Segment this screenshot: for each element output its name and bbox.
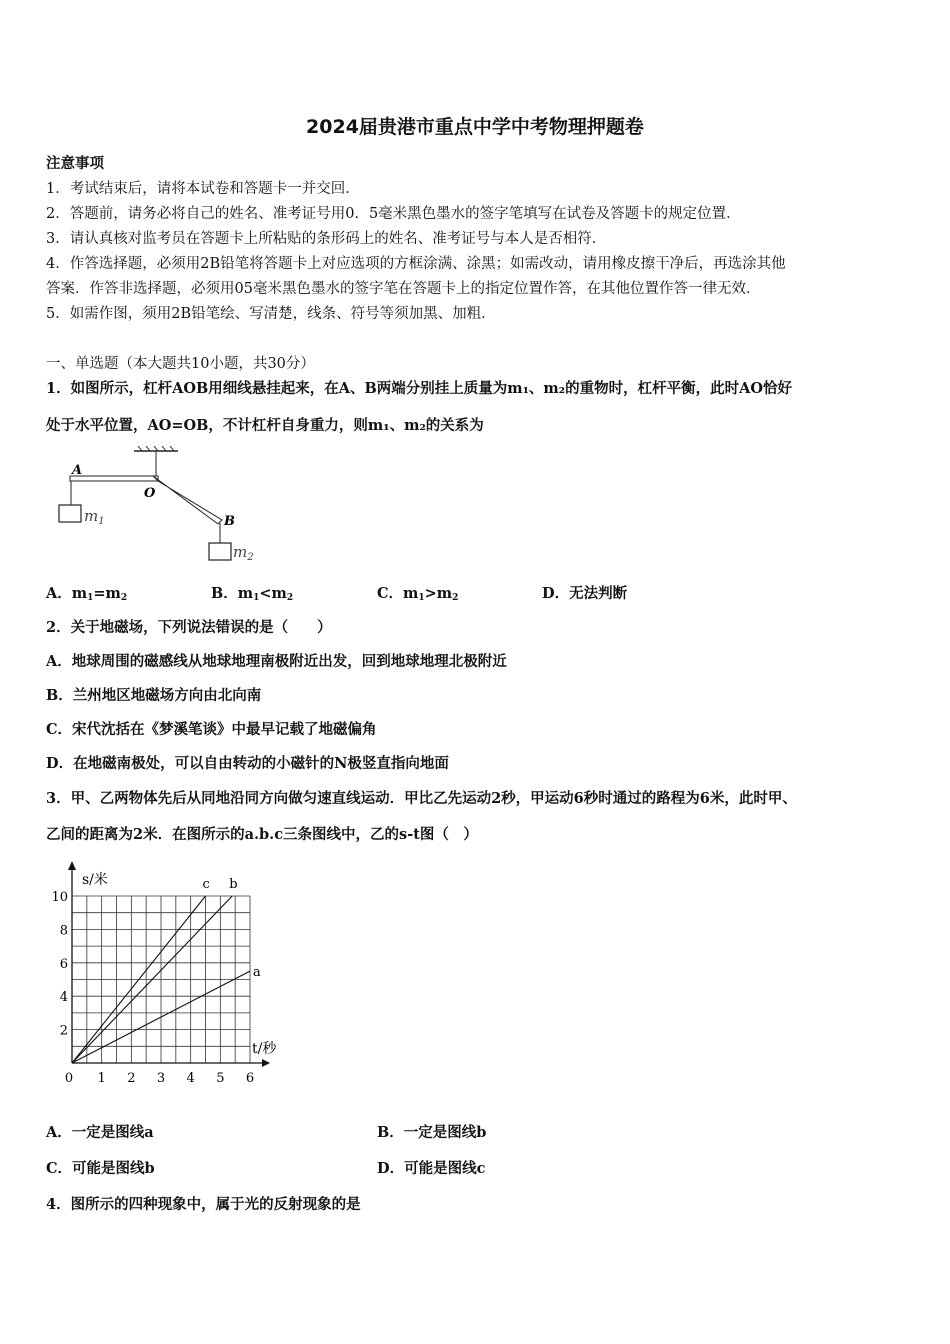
y-tick-label: 4 — [59, 990, 68, 1006]
label-m2: $m_2$ — [233, 543, 254, 563]
label-o: O — [144, 486, 156, 501]
q2-option-b: B．兰州地区地磁场方向由北向南 — [46, 687, 262, 704]
notice-item: 答案．作答非选择题，必须用05毫米黑色墨水的签字笔在答题卡上的指定位置作答，在其他位置作答一律无效． — [46, 281, 761, 297]
q3-stem-line1: 3．甲、乙两物体先后从同地沿同方向做匀速直线运动．甲比乙先运动2秒，甲运动6秒时通过的路程为6米，此时甲、 — [46, 790, 797, 807]
notice-item: 1．考试结束后，请将本试卷和答题卡一并交回． — [46, 181, 360, 197]
x-tick-label: 3 — [156, 1071, 166, 1086]
q4-stem: 4．图所示的四种现象中，属于光的反射现象的是 — [46, 1196, 361, 1213]
y-axis-label: s/米 — [82, 872, 108, 888]
q3-option-b: B．一定是图线b — [377, 1124, 487, 1141]
x-tick-label: 4 — [186, 1071, 195, 1086]
lever-diagram — [46, 445, 266, 570]
page-title: 2024届贵港市重点中学中考物理押题卷 — [306, 116, 644, 138]
q1-option-b: B．$m_1<m_2$ — [211, 585, 294, 603]
x-tick-label: 2 — [127, 1071, 136, 1086]
q3-option-d: D．可能是图线c — [377, 1160, 486, 1177]
q1-option-d: D．无法判断 — [542, 585, 628, 602]
notice-heading: 注意事项 — [46, 155, 104, 172]
y-tick-label: 2 — [59, 1023, 68, 1039]
q3-stem-line2: 乙间的距离为2米．在图所示的a.b.c三条图线中，乙的s-t图（ ） — [46, 826, 478, 843]
x-tick-label: 0 — [64, 1071, 74, 1086]
q2-option-a: A．地球周围的磁感线从地球地理南极附近出发，回到地球地理北极附近 — [46, 653, 507, 670]
q1-stem-line1: 1．如图所示，杠杆AOB用细线悬挂起来，在A、B两端分别挂上质量为m₁、m₂的重物时，杠杆平衡，此时AO恰好 — [46, 380, 792, 397]
x-tick-label: 1 — [97, 1071, 106, 1086]
notice-item: 4．作答选择题，必须用2B铅笔将答题卡上对应选项的方框涂满、涂黑；如需改动，请用橡皮擦干净后，再选涂其他 — [46, 256, 786, 272]
x-tick-label: 6 — [245, 1071, 255, 1086]
series-label-a: a — [253, 965, 261, 981]
q3-option-c: C．可能是图线b — [46, 1160, 155, 1177]
q1-option-c: C．$m_1>m_2$ — [377, 585, 459, 603]
notice-item: 5．如需作图，须用2B铅笔绘、写清楚，线条、符号等须加黑、加粗． — [46, 306, 496, 322]
y-tick-label: 6 — [59, 956, 68, 972]
x-tick-labels — [65, 1071, 254, 1086]
q2-stem: 2．关于地磁场，下列说法错误的是（ ） — [46, 619, 332, 636]
section-heading: 一、单选题（本大题共10小题，共30分） — [46, 356, 315, 372]
chart-grid — [72, 896, 250, 1063]
notice-item: 2．答题前，请务必将自己的姓名、准考证号用0．5毫米黑色墨水的签字笔填写在试卷及答题卡的规定位置． — [46, 206, 741, 222]
notice-item: 3．请认真核对监考员在答题卡上所粘贴的条形码上的姓名、准考证号与本人是否相符． — [46, 231, 607, 247]
y-tick-label: 8 — [59, 923, 68, 939]
label-a: A — [72, 463, 83, 478]
y-tick-labels — [51, 890, 68, 1039]
label-m1: $m_1$ — [84, 507, 105, 527]
q1-stem-line2: 处于水平位置，AO=OB，不计杠杆自身重力，则m₁、m₂的关系为 — [46, 417, 484, 434]
q2-option-c: C．宋代沈括在《梦溪笔谈》中最早记载了地磁偏角 — [46, 721, 377, 738]
series-label-b: b — [229, 877, 238, 892]
x-tick-label: 5 — [216, 1071, 225, 1086]
q3-option-a: A．一定是图线a — [46, 1124, 154, 1141]
series-label-c: c — [202, 877, 210, 892]
st-chart — [40, 858, 290, 1090]
x-axis-arrow — [262, 1059, 270, 1067]
x-axis-label: t/秒 — [252, 1041, 277, 1057]
q1-option-a: A．$m_1=m_2$ — [46, 585, 128, 603]
y-tick-label: 10 — [51, 890, 68, 905]
label-b: B — [224, 514, 235, 529]
q2-option-d: D．在地磁南极处，可以自由转动的小磁针的N极竖直指向地面 — [46, 755, 449, 772]
y-axis-arrow — [68, 861, 76, 870]
